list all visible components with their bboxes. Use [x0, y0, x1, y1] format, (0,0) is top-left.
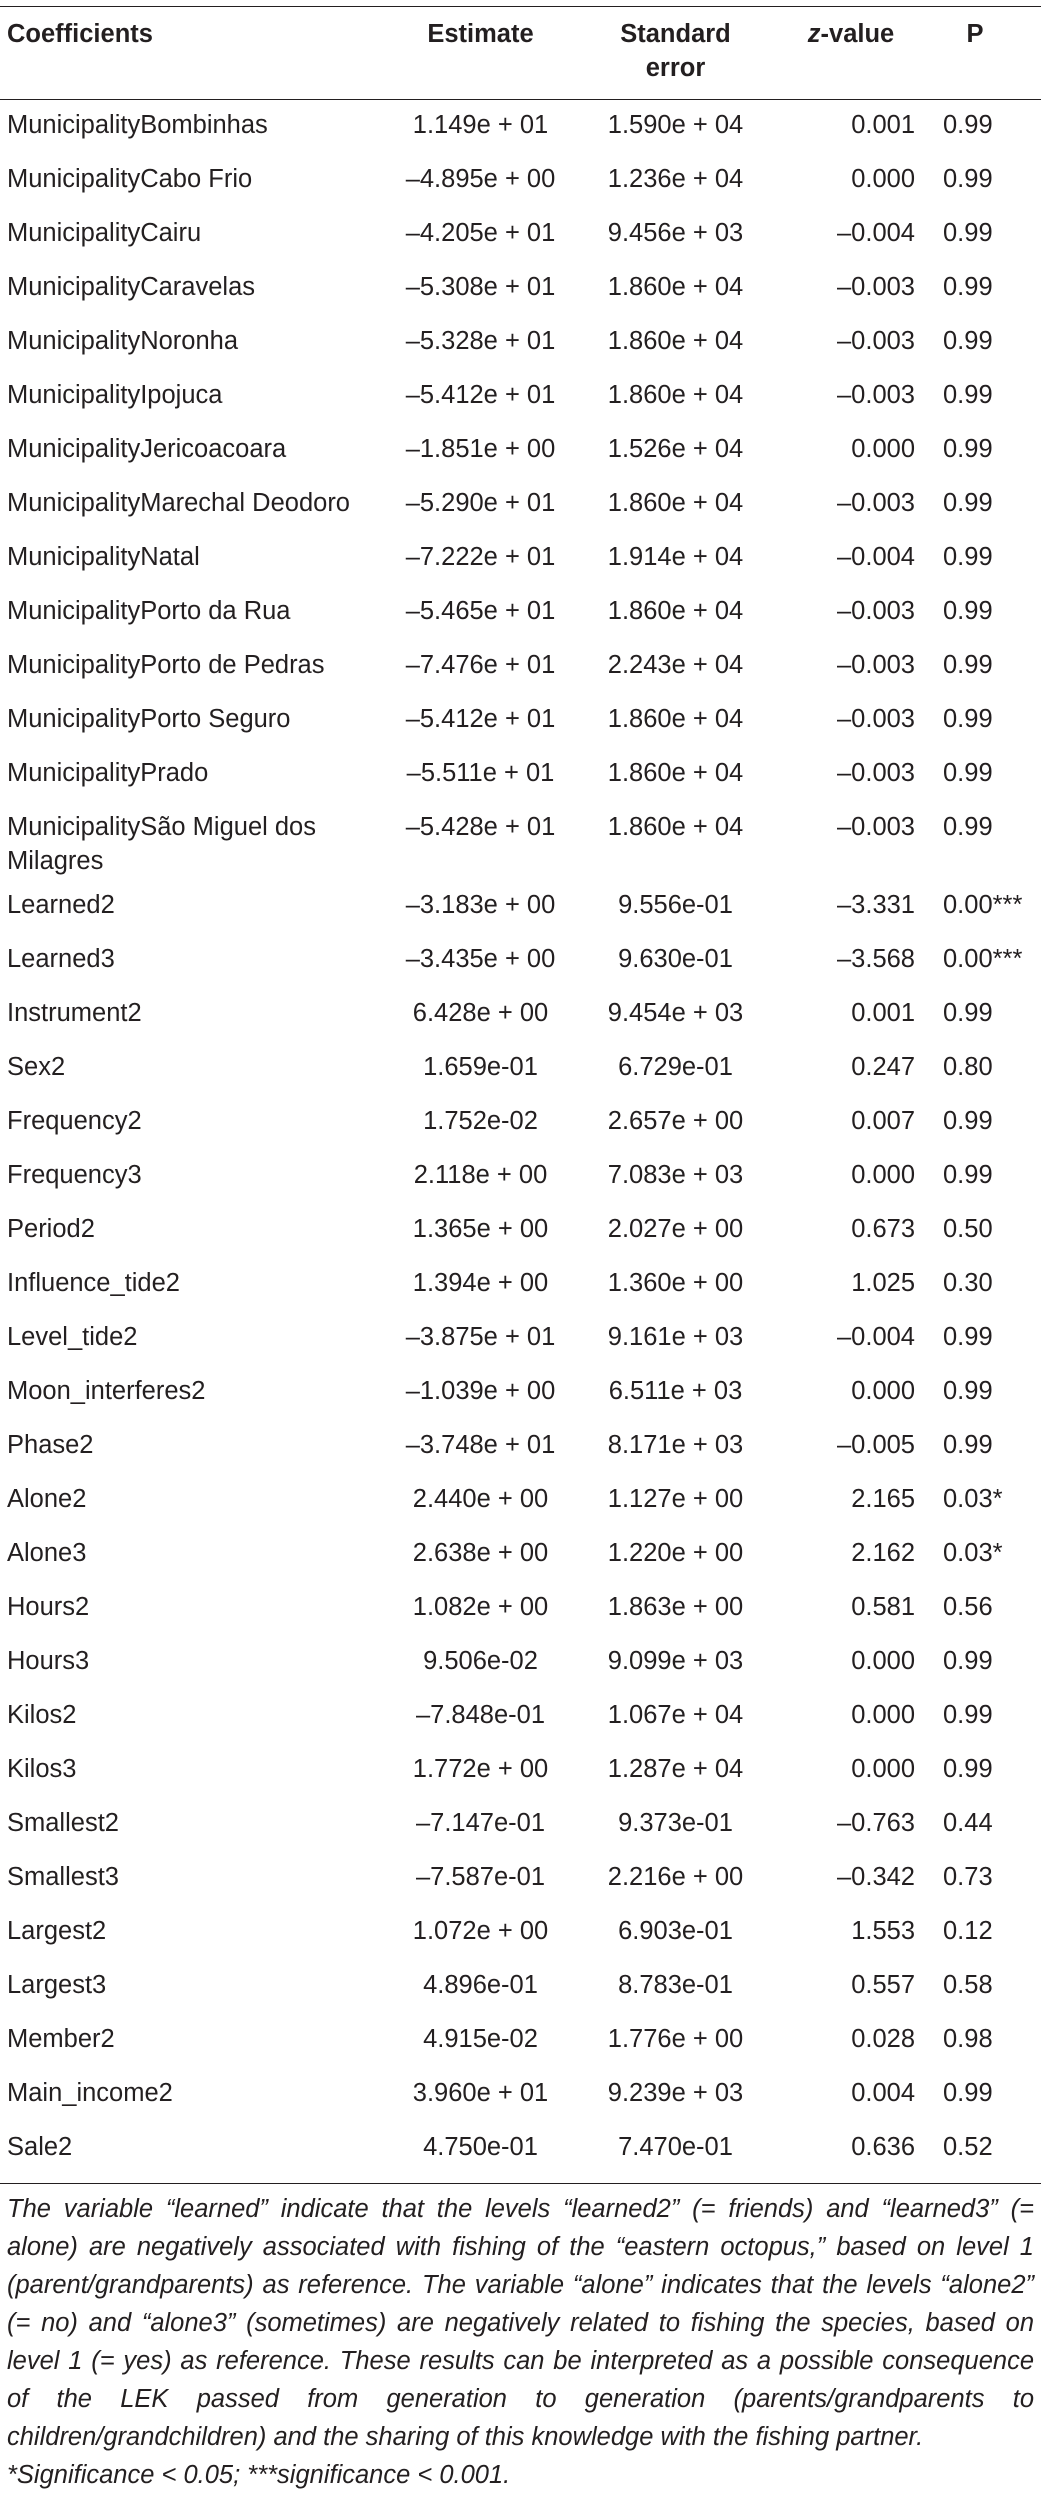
z-value: –0.342: [837, 1863, 915, 1891]
p-value: 0.99: [943, 327, 993, 355]
estimate-value: 1.659e-01: [423, 1053, 538, 1081]
table-row: [0, 1315, 1041, 1369]
z-value: 1.025: [851, 1269, 915, 1297]
z-value: –0.003: [837, 705, 915, 733]
z-value: 0.000: [851, 1755, 915, 1783]
z-value: 0.636: [851, 2133, 915, 2161]
table-row: [0, 805, 1041, 883]
estimate-value: –7.587e-01: [415, 1863, 546, 1891]
z-value: –0.003: [837, 381, 915, 409]
estimate-value: 9.506e-02: [423, 1647, 538, 1675]
z-value: 2.165: [851, 1485, 915, 1513]
standard-error-value: 9.239e + 03: [607, 2079, 744, 2107]
p-value: 0.98: [943, 2025, 993, 2053]
p-value: 0.00***: [943, 891, 1023, 919]
standard-error-value: 1.860e + 04: [607, 705, 744, 733]
z-value: –0.005: [837, 1431, 915, 1459]
standard-error-value: 9.373e-01: [618, 1809, 733, 1837]
table-row: [0, 1099, 1041, 1153]
estimate-value: 1.772e + 00: [412, 1755, 549, 1783]
p-value: 0.50: [943, 1215, 993, 1243]
z-value: 0.000: [851, 1377, 915, 1405]
table-body: [0, 100, 1041, 2184]
table-row: [0, 883, 1041, 937]
coefficient-name: Phase2: [7, 1431, 94, 1459]
p-value: 0.99: [943, 1647, 993, 1675]
table-row: [0, 157, 1041, 211]
standard-error-value: 1.863e + 00: [607, 1593, 744, 1621]
z-value: –0.003: [837, 489, 915, 517]
table-row: [0, 1153, 1041, 1207]
standard-error-value: 1.590e + 04: [607, 111, 744, 139]
coefficient-name: MunicipalityJericoacoara: [7, 435, 287, 463]
footnote-text: The variable “learned” indicate that the levels “learned2” (= friends) and “learned3” (= alone) are negatively associated with fishing of the “eastern octopus,” based on level 1 (parent/grandparents) as reference. The variable “alone” indicates that the levels “alone2” (= no) and “alone3” (sometimes) are negatively related to fishing the species, based on level 1 (= yes) as reference. These results can be interpreted as a possible consequence of the LEK passed from generation to generation (parents/grandparents to children/grandchildren) and the sharing of this knowledge with the fishing partner.: [7, 2195, 1034, 2451]
p-value: 0.99: [943, 165, 993, 193]
estimate-value: 4.750e-01: [423, 2133, 538, 2161]
standard-error-value: 1.220e + 00: [607, 1539, 744, 1567]
header-z-italic: z: [807, 20, 821, 48]
z-value: 1.553: [851, 1917, 915, 1945]
coefficients-table: [0, 6, 1041, 2183]
z-value: –0.004: [837, 1323, 915, 1351]
standard-error-value: 1.860e + 04: [607, 381, 744, 409]
coefficient-name: Sale2: [7, 2133, 73, 2161]
standard-error-value: 1.287e + 04: [607, 1755, 744, 1783]
coefficient-name: Alone2: [7, 1485, 87, 1513]
p-value: 0.52: [943, 2133, 993, 2161]
z-value: 0.557: [851, 1971, 915, 1999]
coefficient-name: MunicipalityCabo Frio: [7, 165, 253, 193]
coefficient-name: MunicipalityPorto Seguro: [7, 705, 291, 733]
coefficient-name: Frequency2: [7, 1107, 142, 1135]
header-row: [0, 7, 1041, 100]
table-row: [0, 751, 1041, 805]
p-value: 0.73: [943, 1863, 993, 1891]
header-standard-error-line1: Standard: [620, 20, 731, 48]
table-footnote: [0, 2183, 1041, 2494]
table-row: [0, 1369, 1041, 1423]
coefficient-name: Hours3: [7, 1647, 90, 1675]
z-value: 0.581: [851, 1593, 915, 1621]
p-value: 0.80: [943, 1053, 993, 1081]
table-row: [0, 1045, 1041, 1099]
standard-error-value: 9.556e-01: [618, 891, 733, 919]
standard-error-value: 7.470e-01: [618, 2133, 733, 2161]
estimate-value: –3.875e + 01: [405, 1323, 556, 1351]
z-value: 0.673: [851, 1215, 915, 1243]
table-row: [0, 1855, 1041, 1909]
estimate-value: –5.412e + 01: [405, 381, 556, 409]
p-value: 0.99: [943, 1431, 993, 1459]
coefficient-name: Learned2: [7, 891, 115, 919]
standard-error-value: 7.083e + 03: [607, 1161, 744, 1189]
z-value: 0.000: [851, 1161, 915, 1189]
estimate-value: –1.039e + 00: [405, 1377, 556, 1405]
standard-error-value: 9.630e-01: [618, 945, 733, 973]
p-value: 0.99: [943, 999, 993, 1027]
coefficient-name: Largest2: [7, 1917, 107, 1945]
table-row: [0, 991, 1041, 1045]
p-value: 0.99: [943, 1107, 993, 1135]
table-row: [0, 1693, 1041, 1747]
estimate-value: 6.428e + 00: [412, 999, 549, 1027]
estimate-value: –5.428e + 01: [405, 813, 556, 841]
p-value: 0.99: [943, 273, 993, 301]
p-value: 0.30: [943, 1269, 993, 1297]
coefficient-name: Largest3: [7, 1971, 107, 1999]
standard-error-value: 6.903e-01: [618, 1917, 733, 1945]
table-row: [0, 100, 1041, 158]
standard-error-value: 1.914e + 04: [607, 543, 744, 571]
table-row: [0, 265, 1041, 319]
standard-error-value: 2.243e + 04: [607, 651, 744, 679]
p-value: 0.99: [943, 111, 993, 139]
standard-error-value: 9.454e + 03: [607, 999, 744, 1027]
estimate-value: –4.895e + 00: [405, 165, 556, 193]
standard-error-value: 6.511e + 03: [608, 1377, 743, 1405]
z-value: –3.331: [837, 891, 915, 919]
standard-error-value: 2.216e + 00: [607, 1863, 744, 1891]
standard-error-value: 9.456e + 03: [607, 219, 744, 247]
standard-error-value: 2.027e + 00: [607, 1215, 744, 1243]
estimate-value: –5.412e + 01: [405, 705, 556, 733]
z-value: –0.003: [837, 813, 915, 841]
coefficient-name: Alone3: [7, 1539, 87, 1567]
coefficient-name: MunicipalityIpojuca: [7, 381, 223, 409]
table-row: [0, 937, 1041, 991]
coefficient-name: MunicipalitySão Miguel dos Milagres: [7, 813, 316, 875]
standard-error-value: 1.860e + 04: [607, 597, 744, 625]
table-row: [0, 319, 1041, 373]
header-standard-error-line2: error: [645, 54, 706, 82]
p-value: 0.99: [943, 219, 993, 247]
table-row: [0, 589, 1041, 643]
table-row: [0, 697, 1041, 751]
coefficient-name: Instrument2: [7, 999, 142, 1027]
standard-error-value: 1.236e + 04: [607, 165, 744, 193]
z-value: 0.001: [851, 999, 915, 1027]
standard-error-value: 1.860e + 04: [607, 489, 744, 517]
table-row: [0, 1909, 1041, 1963]
z-value: 2.162: [851, 1539, 915, 1567]
z-value: 0.001: [851, 111, 915, 139]
coefficient-name: MunicipalityPrado: [7, 759, 209, 787]
p-value: 0.99: [943, 651, 993, 679]
standard-error-value: 1.776e + 00: [607, 2025, 744, 2053]
p-value: 0.99: [943, 435, 993, 463]
estimate-value: –5.290e + 01: [405, 489, 556, 517]
coefficient-name: MunicipalityPorto de Pedras: [7, 651, 325, 679]
table-row: [0, 1477, 1041, 1531]
standard-error-value: 2.657e + 00: [607, 1107, 744, 1135]
estimate-value: –7.147e-01: [415, 1809, 546, 1837]
coefficient-name: Kilos3: [7, 1755, 77, 1783]
estimate-value: 1.149e + 01: [412, 111, 549, 139]
p-value: 0.99: [943, 1377, 993, 1405]
coefficient-name: MunicipalityMarechal Deodoro: [7, 489, 350, 517]
estimate-value: –3.435e + 00: [405, 945, 556, 973]
estimate-value: 4.915e-02: [423, 2025, 538, 2053]
coefficient-name: Main_income2: [7, 2079, 173, 2107]
table-row: [0, 1639, 1041, 1693]
table-header: [0, 7, 1041, 100]
coefficient-name: Period2: [7, 1215, 95, 1243]
estimate-value: –3.748e + 01: [405, 1431, 556, 1459]
p-value: 0.03*: [943, 1539, 1003, 1567]
table-row: [0, 1261, 1041, 1315]
footnote-significance: *Significance < 0.05; ***significance < 0.001.: [7, 2461, 511, 2489]
standard-error-value: 1.860e + 04: [607, 327, 744, 355]
p-value: 0.99: [943, 1755, 993, 1783]
table-row: [0, 1801, 1041, 1855]
z-value: 0.247: [851, 1053, 915, 1081]
p-value: 0.99: [943, 813, 993, 841]
standard-error-value: 6.729e-01: [618, 1053, 733, 1081]
standard-error-value: 1.526e + 04: [607, 435, 744, 463]
standard-error-value: 1.067e + 04: [607, 1701, 744, 1729]
table-row: [0, 1747, 1041, 1801]
table-row: [0, 373, 1041, 427]
z-value: –0.003: [837, 327, 915, 355]
estimate-value: –1.851e + 00: [405, 435, 556, 463]
table-row: [0, 1585, 1041, 1639]
table-row: [0, 1531, 1041, 1585]
p-value: 0.99: [943, 759, 993, 787]
z-value: 0.004: [851, 2079, 915, 2107]
p-value: 0.56: [943, 1593, 993, 1621]
z-value: –0.003: [837, 651, 915, 679]
z-value: –0.763: [837, 1809, 915, 1837]
table-row: [0, 427, 1041, 481]
standard-error-value: 1.127e + 00: [607, 1485, 744, 1513]
standard-error-value: 9.161e + 03: [607, 1323, 744, 1351]
p-value: 0.00***: [943, 945, 1023, 973]
coefficient-name: Influence_tide2: [7, 1269, 180, 1297]
table-row: [0, 1207, 1041, 1261]
header-standard-error: [578, 7, 773, 100]
z-value: 0.000: [851, 1701, 915, 1729]
estimate-value: 3.960e + 01: [412, 2079, 549, 2107]
p-value: 0.99: [943, 2079, 993, 2107]
estimate-value: –7.848e-01: [415, 1701, 546, 1729]
coefficient-name: Learned3: [7, 945, 115, 973]
z-value: 0.028: [851, 2025, 915, 2053]
estimate-value: –5.328e + 01: [405, 327, 556, 355]
p-value: 0.99: [943, 1701, 993, 1729]
coefficient-name: MunicipalityBombinhas: [7, 111, 268, 139]
table-row: [0, 1963, 1041, 2017]
header-z-value: [773, 7, 929, 100]
p-value: 0.99: [943, 705, 993, 733]
standard-error-value: 8.783e-01: [618, 1971, 733, 1999]
table-row: [0, 643, 1041, 697]
z-value: –0.003: [837, 759, 915, 787]
estimate-value: –3.183e + 00: [405, 891, 556, 919]
standard-error-value: 9.099e + 03: [607, 1647, 744, 1675]
p-value: 0.99: [943, 1161, 993, 1189]
coefficient-name: Kilos2: [7, 1701, 77, 1729]
z-value: 0.000: [851, 435, 915, 463]
z-value: –0.004: [837, 219, 915, 247]
coefficient-name: MunicipalityPorto da Rua: [7, 597, 291, 625]
p-value: 0.44: [943, 1809, 993, 1837]
coefficient-name: Sex2: [7, 1053, 66, 1081]
standard-error-value: 1.860e + 04: [607, 273, 744, 301]
estimate-value: –7.222e + 01: [405, 543, 556, 571]
estimate-value: 2.118e + 00: [413, 1161, 548, 1189]
table-row: [0, 2125, 1041, 2183]
z-value: –0.004: [837, 543, 915, 571]
z-value: 0.007: [851, 1107, 915, 1135]
coefficient-name: Member2: [7, 2025, 115, 2053]
z-value: –3.568: [837, 945, 915, 973]
z-value: 0.000: [851, 1647, 915, 1675]
coefficient-name: Level_tide2: [7, 1323, 138, 1351]
coefficient-name: MunicipalityNoronha: [7, 327, 239, 355]
estimate-value: –5.465e + 01: [405, 597, 556, 625]
estimate-value: 1.394e + 00: [412, 1269, 549, 1297]
estimate-value: 2.440e + 00: [412, 1485, 549, 1513]
estimate-value: –7.476e + 01: [405, 651, 556, 679]
estimate-value: –5.308e + 01: [405, 273, 556, 301]
standard-error-value: 1.360e + 00: [607, 1269, 744, 1297]
estimate-value: 2.638e + 00: [412, 1539, 549, 1567]
header-p: P: [966, 20, 984, 48]
p-value: 0.12: [943, 1917, 993, 1945]
table-row: [0, 481, 1041, 535]
p-value: 0.99: [943, 381, 993, 409]
header-estimate: Estimate: [427, 20, 534, 48]
p-value: 0.99: [943, 489, 993, 517]
estimate-value: 1.752e-02: [423, 1107, 538, 1135]
standard-error-value: 8.171e + 03: [607, 1431, 744, 1459]
coefficient-name: Hours2: [7, 1593, 90, 1621]
z-value: –0.003: [837, 597, 915, 625]
coefficient-name: MunicipalityCaravelas: [7, 273, 256, 301]
standard-error-value: 1.860e + 04: [607, 759, 744, 787]
z-value: –0.003: [837, 273, 915, 301]
table-row: [0, 2071, 1041, 2125]
p-value: 0.99: [943, 543, 993, 571]
coefficient-name: Smallest3: [7, 1863, 119, 1891]
coefficient-name: MunicipalityNatal: [7, 543, 200, 571]
estimate-value: –5.511e + 01: [406, 759, 555, 787]
coefficient-name: Smallest2: [7, 1809, 119, 1837]
header-coefficients: Coefficients: [7, 20, 153, 48]
p-value: 0.99: [943, 1323, 993, 1351]
table-row: [0, 1423, 1041, 1477]
header-z-rest: -value: [820, 20, 895, 48]
coefficient-name: MunicipalityCairu: [7, 219, 202, 247]
estimate-value: –4.205e + 01: [405, 219, 556, 247]
table-row: [0, 2017, 1041, 2071]
p-value: 0.58: [943, 1971, 993, 1999]
table-row: [0, 535, 1041, 589]
coefficient-name: Frequency3: [7, 1161, 142, 1189]
z-value: 0.000: [851, 165, 915, 193]
standard-error-value: 1.860e + 04: [607, 813, 744, 841]
estimate-value: 1.082e + 00: [412, 1593, 549, 1621]
coefficient-name: Moon_interferes2: [7, 1377, 206, 1405]
table-row: [0, 211, 1041, 265]
p-value: 0.03*: [943, 1485, 1003, 1513]
estimate-value: 4.896e-01: [423, 1971, 538, 1999]
estimate-value: 1.365e + 00: [412, 1215, 549, 1243]
p-value: 0.99: [943, 597, 993, 625]
estimate-value: 1.072e + 00: [412, 1917, 549, 1945]
